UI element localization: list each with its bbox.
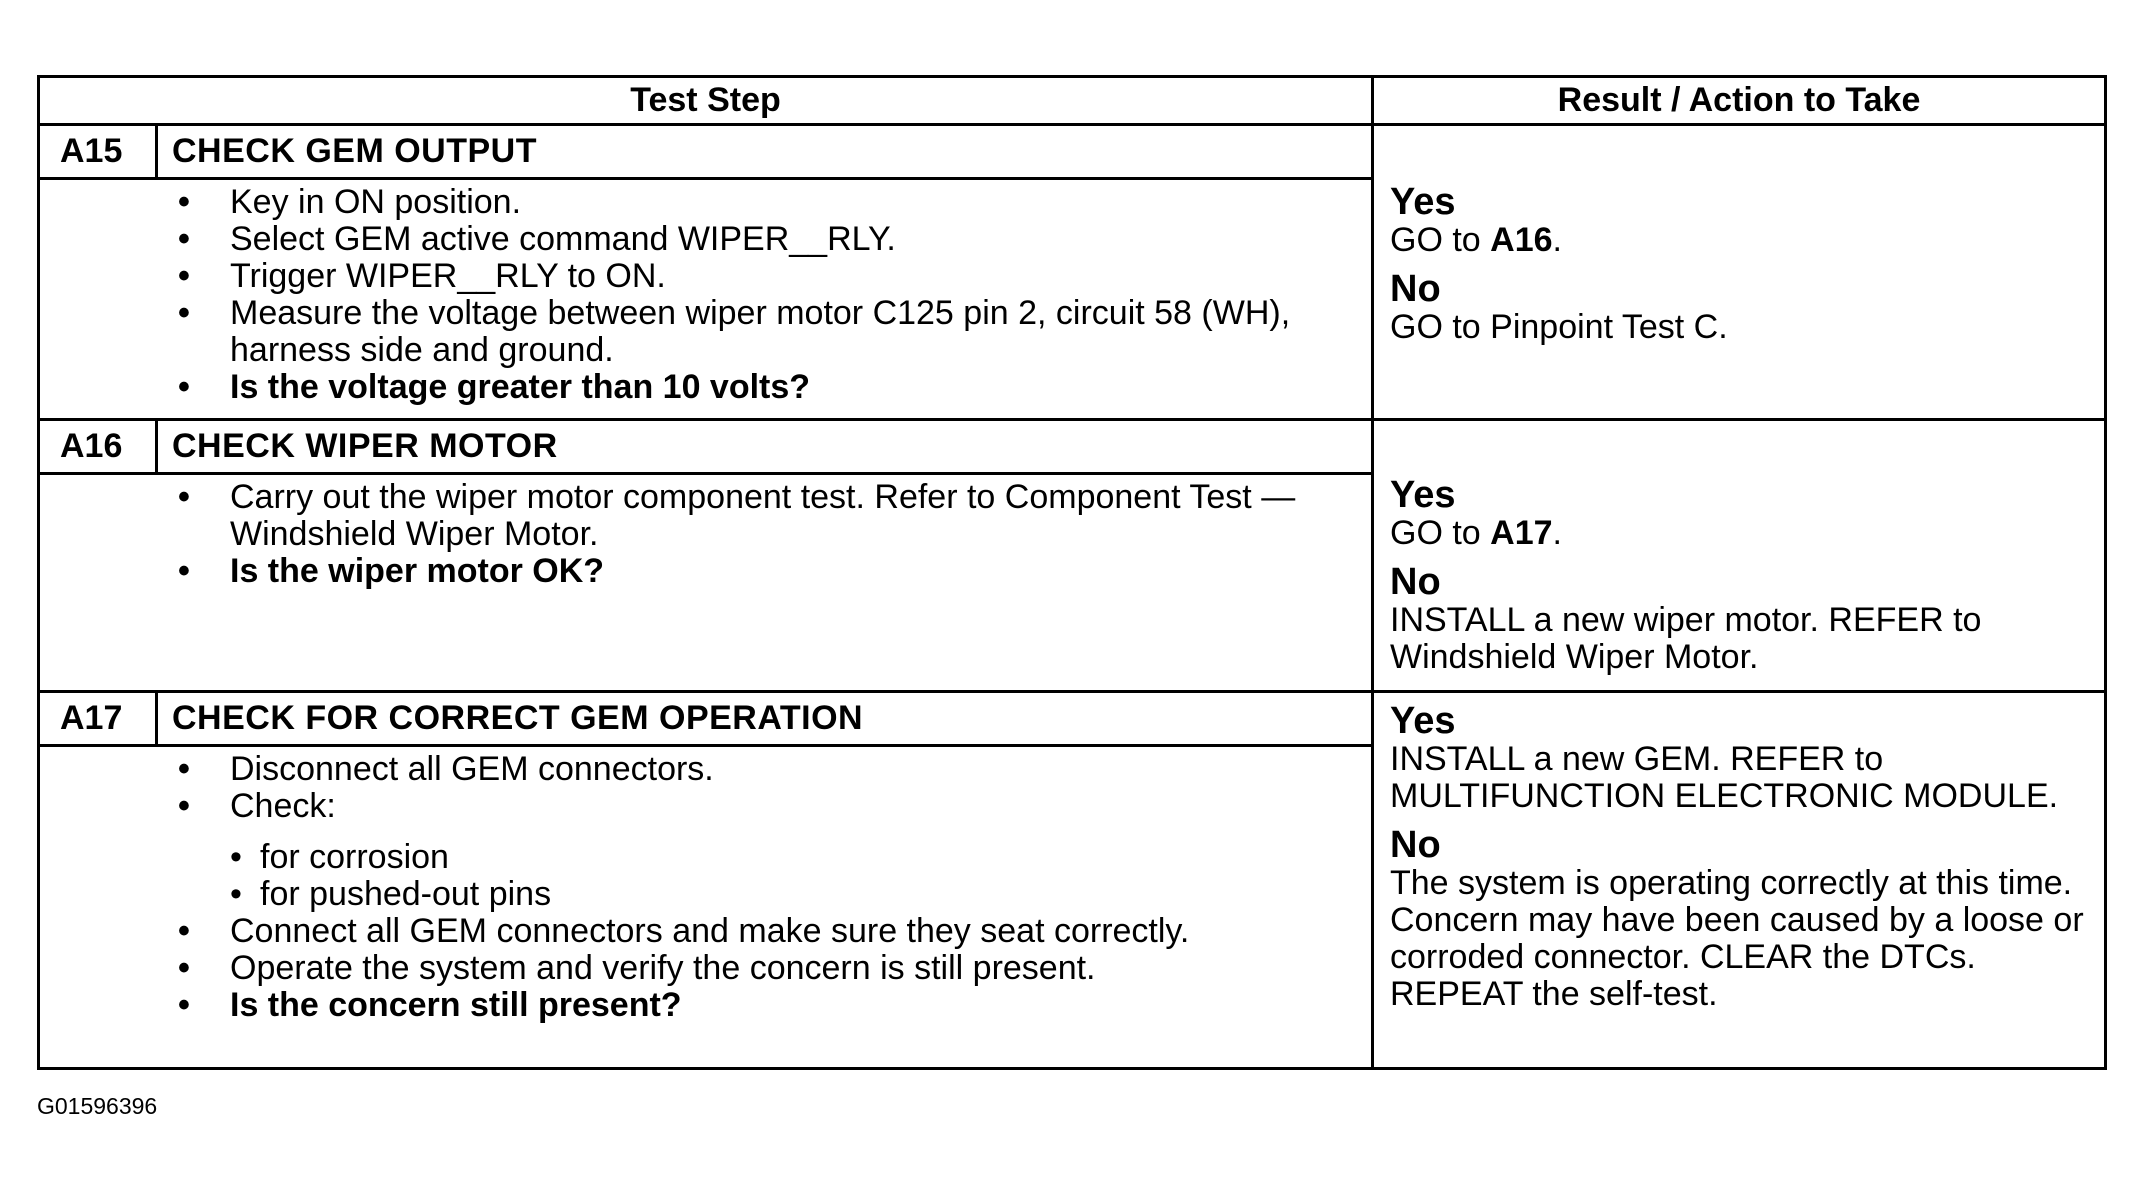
no-action: The system is operating correctly at this time. Concern may have been caused by a loose or corroded connector. CLEAR the DTCs. REPEAT the self-test.	[1390, 864, 2084, 1013]
yes-label: Yes	[1390, 700, 1456, 742]
step-a15-test	[40, 126, 1374, 421]
step-id: A17	[40, 693, 158, 744]
step-a16-result	[1374, 421, 2104, 693]
yes-label: Yes	[1390, 181, 1456, 223]
yes-label: Yes	[1390, 474, 1456, 516]
yes-action: GO to A17.	[1390, 514, 1562, 552]
list-item: • Check: • for corrosion • for pushed-out pins	[40, 788, 1371, 913]
list-item: • Key in ON position.	[178, 183, 522, 221]
sub-list	[40, 839, 1371, 913]
header-result-action: Result / Action to Take	[1374, 78, 2104, 126]
step-title: CHECK WIPER MOTOR	[172, 427, 558, 465]
step-a17-test	[40, 693, 1374, 1067]
step-question: • Is the voltage greater than 10 volts?	[178, 368, 811, 406]
list-item: • Disconnect all GEM connectors.	[178, 750, 714, 788]
list-item: • Operate the system and verify the concern is still present.	[178, 949, 1096, 987]
list-item: • Carry out the wiper motor component test. Refer to Component Test — Windshield Wiper Motor.	[178, 478, 1296, 553]
step-id: A15	[40, 126, 158, 177]
list-item: • Select GEM active command WIPER__RLY.	[178, 220, 896, 258]
diagnostic-table	[37, 75, 2107, 1070]
step-a17-bullets	[40, 751, 1371, 1024]
step-a17-result	[1374, 693, 2104, 1067]
sub-list-item: • for pushed-out pins	[230, 875, 552, 913]
yes-action: GO to A16.	[1390, 221, 1562, 259]
step-a16-bullets	[40, 479, 1371, 590]
step-title: CHECK GEM OUTPUT	[172, 132, 537, 170]
step-a15-header	[40, 126, 1371, 180]
list-item: • Measure the voltage between wiper motor C125 pin 2, circuit 58 (WH), harness side and ground.	[178, 294, 1291, 369]
figure-id: G01596396	[37, 1093, 158, 1119]
sub-list-item: • for corrosion	[230, 838, 449, 876]
step-question: • Is the concern still present?	[178, 986, 682, 1024]
yes-action: INSTALL a new GEM. REFER to MULTIFUNCTION ELECTRONIC MODULE.	[1390, 740, 2059, 815]
no-label: No	[1390, 824, 1441, 866]
list-item: • Connect all GEM connectors and make sure they seat correctly.	[178, 912, 1190, 950]
no-label: No	[1390, 268, 1441, 310]
step-title: CHECK FOR CORRECT GEM OPERATION	[172, 699, 864, 737]
step-a16-header	[40, 421, 1371, 475]
step-id: A16	[40, 421, 158, 472]
no-action: INSTALL a new wiper motor. REFER to Windshield Wiper Motor.	[1390, 601, 1982, 676]
step-a17-header	[40, 693, 1371, 747]
step-a15-bullets	[40, 184, 1371, 406]
step-question: • Is the wiper motor OK?	[178, 552, 605, 590]
list-item: • Trigger WIPER__RLY to ON.	[178, 257, 666, 295]
header-test-step: Test Step	[40, 78, 1374, 126]
step-a15-result	[1374, 126, 2104, 421]
no-label: No	[1390, 561, 1441, 603]
step-a16-test	[40, 421, 1374, 693]
no-action: GO to Pinpoint Test C.	[1390, 308, 1728, 346]
